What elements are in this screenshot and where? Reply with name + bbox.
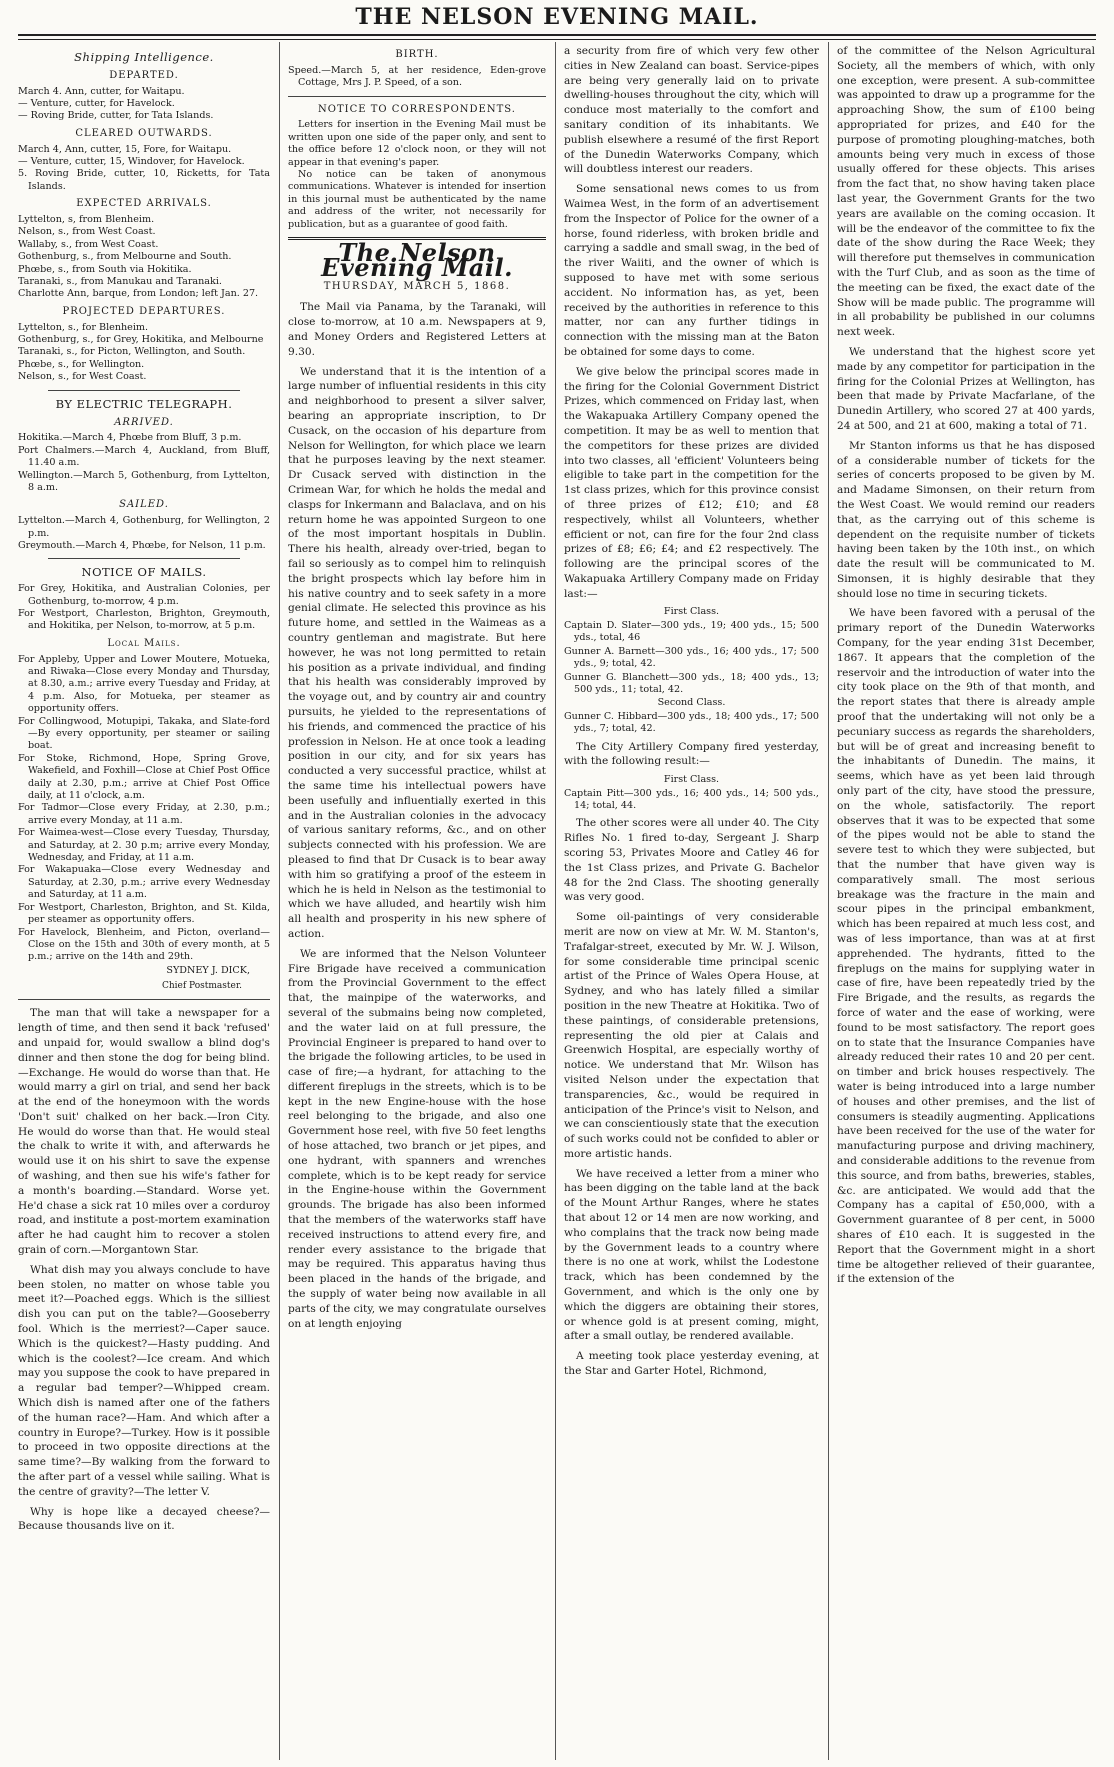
article-paragraph: Mr Stanton informs us that he has disposed of a considerable number of tickets for the series of concerts proposed to be given by M. and Madame Simonsen, on their return from the West Coast. We would remind our readers that, as the carrying out of this scheme is dependent on the requisite number of tickets having been taken by the 10th inst., on which date the result will be communicated to M. Simonsen, it is highly desirable that they should lose no time in securing tickets. [837,439,1095,600]
list-item: For Westport, Charleston, Brighton, Greymouth, and Hokitika, per Nelson, to-morrow, at 5 p.m. [18,607,270,632]
article-paragraph: What dish may you always conclude to have been stolen, no matter on whose table you meet it?—Poached eggs. Which is the silliest dish you can put on the table?—Gooseberry fool. Which is the merriest?—Caper sauce. Which is the quickest?—Hasty pudding. And which is the coolest?—Ice cream. And which may you suppose the cook to have prepared in a regular bad temper?—Whipped cream. Which dish is named after one of the fathers of the human race?—Ham. And which after a country in Europe?—Turkey. How is it possible to proceed in two opposite directions at the same time?—By walking from the forward to the after part of a vessel while sailing. What is the centre of gravity?—The letter V. [18,1263,270,1498]
article-paragraph: The Mail via Panama, by the Taranaki, will close to-morrow, at 10 a.m. Newspapers at 9, and Money Orders and Registered Letters at 9.30. [288,301,546,358]
notice-paragraph: Letters for insertion in the Evening Mail must be written upon one side of the paper only, and sent to the office before 12 o'clock noon, or they will not appear in that evening's paper. [288,119,546,168]
article-paragraph: We understand that it is the intention of a large number of influential residents in this city and neighborhood to present a silver salver, bearing an appropriate inscription, to Dr Cusack, on the occasion of his departure from Nelson for Wellington, for which place we learn that he purposes leaving by the next steamer. Dr Cusack served with distinction in the Crimean War, for which he holds the medal and clasps for Inkermann and Balaclava, and on his return home he was appointed Surgeon to one of the most important hospitals in Dublin. There his health, already over-tried, began to fail so seriously as to compel him to relinquish the bright prospects which lay before him in his native country and to seek safety in a more genial climate. He selected this province as his future home, and settled in the Waimeas as a country gentleman and magistrate. But here however, he was not long permitted to retain his position as a private individual, and finding that his health was considerably improved by the voyage out, and by country air and country pursuits, he yielded to the representations of his friends, and commenced the practice of his profession in Nelson. He at once took a leading position in our city, and for six years has conducted a very successful practice, whilst at the same time his intellectual powers have been usefully and influentially exerted in this and in the Australian colonies in the advocacy of various sanitary reforms, &c., and on other subjects connected with his profession. We are pleased to find that Dr Cusack is to bear away with him so gratifying a proof of the esteem in which he is held in Nelson as the testimonial to which we have alluded, and heartily wish him all health and prosperity in his new sphere of action. [288,365,546,940]
masthead: THE NELSON EVENING MAIL. [355,4,759,30]
list-item: Taranaki, s., from Manukau and Taranaki. [18,276,222,288]
divider [48,390,240,391]
article-paragraph: A meeting took place yesterday evening, at the Star and Garter Hotel, Richmond, [564,1350,819,1378]
list-item: Charlotte Ann, barque, from London; left Jan. 27. [18,288,259,300]
list-item: For Collingwood, Motupipi, Takaka, and Slate-ford—By every opportunity, per steamer or sailing boat. [18,715,270,752]
article-paragraph: Why is hope like a decayed cheese?—Because thousands live on it. [18,1505,270,1533]
birth-heading: BIRTH. [395,49,439,60]
column-rule [828,42,829,1760]
list-item: For Westport, Charleston, Brighton, and St. Kilda, per steamer as opportunity offers. [18,901,270,926]
article-paragraph: We are informed that the Nelson Volunteer Fire Brigade have received a communication from the Provincial Government to the effect that, the mainpipe of the waterworks, and several of the submains being now completed, and the water laid on at full pressure, the Provincial Engineer is prepared to hand over to the brigade the following articles, to be used in case of fire;—a hydrant, for attaching to the different fireplugs in the streets, which is to be kept in the new Engine-house with the hose reel belonging to the brigade, and also one Government hose reel, with five 50 feet lengths of hose attached, two branch or jet pipes, and one hydrant, with spanners and wrenches complete, which is to be kept ready for service in the Engine-house within the Government grounds. The brigade has also been informed that the members of the waterworks staff have received instructions to attend every fire, and render every assistance to the brigade that may be required. This apparatus having thus been placed in the hands of the brigade, and the supply of water being now available in all parts of the city, we may congratulate ourselves on at length enjoying [288,947,546,1330]
list-item: — Roving Bride, cutter, for Tata Islands. [18,110,214,122]
article-paragraph: The other scores were all under 40. The City Rifles No. 1 fired to-day, Sergeant J. Sharp scoring 53, Privates Moore and Catley 46 for the 1st Class prizes, and Private G. Bachelor 48 for the 2nd Class. The shooting generally was very good. [564,817,819,904]
article-paragraph: We understand that the highest score yet made by any competitor for participation in the firing for the Colonial Prizes at Wellington, has been that made by Private Macfarlane, of the Dunedin Artillery, who scored 27 at 400 yards, 24 at 500, and 21 at 600, making a total of 71. [837,345,1095,432]
projected-list [18,322,270,384]
list-item: March 4. Ann, cutter, for Waitapu. [18,85,185,97]
list-item: 5. Roving Bride, cutter, 10, Ricketts, for Tata Islands. [18,168,270,192]
expected-list [18,214,270,301]
paper-title: The Nelson Evening Mail. [321,238,513,282]
sailed-heading: SAILED. [119,499,169,511]
list-item: Greymouth.—March 4, Phœbe, for Nelson, 11 p.m. [18,539,266,551]
article-paragraph: a security from fire of which very few other cities in New Zealand can boast. Service-pipes are being very generally laid on to private dwelling-houses throughout the city, which will conduce most materially to the comfort and sanitary condition of its inhabitants. We publish elsewhere a resumé of the first Report of the Dunedin Waterworks Company, which will doubtless interest our readers. [564,45,819,176]
list-item: For Appleby, Upper and Lower Moutere, Motueka, and Riwaka—Close every Monday and Thursday, at 8.30, a.m.; arrive every Tuesday and Friday, at 4 p.m. Also, for Motueka, per steamer as opportunity offers. [18,653,270,715]
list-item: Phœbe, s., for Wellington. [18,358,145,370]
masthead-rule [18,34,1096,40]
telegraph-heading: BY ELECTRIC TELEGRAPH. [55,396,233,411]
list-item: For Tadmor—Close every Friday, at 2.30, p.m.; arrive every Monday, at 11 a.m. [18,802,270,826]
list-item: For Havelock, Blenheim, and Picton, overland—Close on the 15th and 30th of every month, at 5 p.m.; arrive on the 14th and 29th. [18,926,270,963]
column-3 [564,44,819,1759]
list-item: — Venture, cutter, 15, Windover, for Havelock. [18,156,245,168]
signature-name: SYDNEY J. DICK, [166,964,250,976]
list-item: Nelson, s., for West Coast. [18,371,147,383]
correspondents-heading: NOTICE TO CORRESPONDENTS. [318,103,516,115]
cleared-list [18,144,270,194]
list-item: Gothenburg, s., from Melbourne and South. [18,251,232,263]
list-item: Wallaby, s., from West Coast. [18,238,159,250]
list-item: Nelson, s., from West Coast. [18,226,156,238]
shipping-heading: Shipping Intelligence. [74,50,214,64]
article-paragraph: Some oil-paintings of very considerable merit are now on view at Mr. W. M. Stanton's, Trafalgar-street, executed by Mr. W. J. Wilson, for some considerable time principal scenic artist of the Prince of Wales Opera House, at Sydney, and who has lately filled a similar position in the new Theatre at Hokitika. Two of these paintings, of considerable pretensions, representing the old pier at Calais and Greenwich Hospital, are especially worthy of notice. We understand that Mr. Wilson has visited Nelson under the expectation that transparencies, &c., would be required in anticipation of the Prince's visit to Nelson, and we can conscientiously state that the execution of such works could not be confided to abler or more artistic hands. [564,911,819,1160]
birth-text: Speed.—March 5, at her residence, Eden-grove Cottage, Mrs J. P. Speed, of a son. [288,64,546,89]
list-item: Port Chalmers.—March 4, Auckland, from Bluff, 11.40 a.m. [18,444,270,469]
local-mails-list [18,654,270,964]
column-4 [837,44,1095,1759]
article-paragraph: We have received a letter from a miner who has been digging on the table land at the back of the Mount Arthur Ranges, where he states that about 12 or 14 men are now working, and who complains that the track now being made by the Government leads to a country where there is no one at work, whilst the Lodestone track, which has been condemned by the Government, and which is the only one by which the diggers are obtaining their stores, or whence gold is at present coming, might, after a small outlay, be rendered available. [564,1167,819,1343]
list-item: Lyttelton.—March 4, Gothenburg, for Wellington, 2 p.m. [18,515,270,539]
list-item: Phœbe, s., from South via Hokitika. [18,263,192,275]
mails-list [18,583,270,633]
list-item: For Waimea-west—Close every Tuesday, Thursday, and Saturday, at 2. 30 p.m; arrive every Monday, Wednesday, and Friday, at 11 a.m. [18,827,270,864]
column-1 [18,44,270,1759]
correspondents-notice [288,119,546,231]
projected-heading: PROJECTED DEPARTURES. [62,305,226,317]
list-item: For Wakapuaka—Close every Wednesday and Saturday, at 2.30, p.m.; arrive every Wednesday and Saturday, at 11 a.m. [18,864,270,901]
class-heading: Second Class. [657,697,726,709]
column-rule [555,42,556,1760]
scores-block [564,774,819,812]
class-heading: First Class. [663,606,720,618]
list-item: Gothenburg, s., for Grey, Hokitika, and Melbourne [18,334,264,346]
article-paragraph: of the committee of the Nelson Agricultural Society, all the members of which, with only one exception, were present. A sub-committee was appointed to draw up a programme for the approaching Show, the sum of £100 being appropriated for prizes, and £40 for the purpose of promoting ploughing-matches, both amounts being very much in excess of those usually offered for these objects. This arises from the fact that, no show having taken place last year, the Government Grants for the two years are available on the coming occasion. It will be the endeavor of the committee to fix the date of the show during the Race Week; they will therefore put themselves in communication with the Turf Club, and as soon as the time of the meeting can be fixed, the exact date of the Show will be made public. The programme will in all probability be published in our columns next week. [837,45,1095,339]
signature-title: Chief Postmaster. [161,980,242,991]
article-paragraph: Some sensational news comes to us from Waimea West, in the form of an advertisement from the Inspector of Police for the owner of a horse, found riderless, with broken bridle and carrying a saddle and small swag, in the bed of the river Waiiti, and the owner of which is supposed to have met with some serious accident. No information has, as yet, been received by the authorities in reference to this matter, nor can any further tidings in connection with the missing man at the Baton be obtained for some days to come. [564,183,819,358]
notice-paragraph: No notice can be taken of anonymous communications. Whatever is intended for insertion in this journal must be authenticated by the name and address of the writer, not necessarily for publication, but as a guarantee of good faith. [288,169,546,230]
local-mails-heading: Local Mails. [107,637,181,649]
score-entry: Gunner C. Hibbard—300 yds., 18; 400 yds., 17; 500 yds., 7; total, 42. [564,710,819,735]
article-paragraph: We give below the principal scores made in the firing for the Colonial Government District Prizes, which commenced on Friday last, when the Wakapuaka Artillery Company opened the competition. It may be as well to mention that the competitors for these prizes are divided into two classes, all 'efficient' Volunteers being eligible to take part in the competition for the 1st class prizes, which for this province consist of three prizes of £12; £10; and £8 respectively, whilst all Volunteers, whether efficient or not, can fire for the four 2nd class prizes of £8; £6; £4; and £2 respectively. The following are the principal scores of the Wakapuaka Artillery Company made on Friday last:— [564,365,819,600]
scores-block [564,606,819,735]
list-item: Wellington.—March 5, Gothenburg, from Lyttelton, 8 a.m. [18,469,270,493]
list-item: March 4, Ann, cutter, 15, Fore, for Waitapu. [18,143,232,155]
list-item: Lyttelton, s., for Blenheim. [18,321,149,333]
list-item: For Grey, Hokitika, and Australian Colonies, per Gothenburg, to-morrow, 4 p.m. [18,583,270,607]
score-entry: Captain Pitt—300 yds., 16; 400 yds., 14; 500 yds., 14; total, 44. [564,787,819,811]
list-item: Taranaki, s., for Picton, Wellington, and South. [18,346,246,358]
divider [288,96,546,97]
score-entry: Gunner A. Barnett—300 yds., 16; 400 yds., 17; 500 yds., 9; total, 42. [564,645,819,670]
list-item: — Venture, cutter, for Havelock. [18,98,175,109]
departed-heading: DEPARTED. [109,69,179,81]
birth-notice [288,65,546,90]
sailed-list [18,515,270,552]
divider [18,999,270,1000]
dateline: THURSDAY, MARCH 5, 1868. [323,280,511,292]
list-item: For Stoke, Richmond, Hope, Spring Grove, Wakefield, and Foxhill—Close at Chief Post Office daily at 2.30, p.m.; arrive at Chief Post Office daily, at 11 o'clock, a.m. [18,752,270,802]
arrived-list [18,432,270,494]
departed-list [18,86,270,123]
column-rule [279,42,280,1760]
class-heading: First Class. [663,774,720,786]
divider [48,558,240,559]
column-2 [288,44,546,1759]
article-paragraph: The City Artillery Company fired yesterday, with the following result:— [564,740,819,768]
article-paragraph: We have been favored with a perusal of the primary report of the Dunedin Waterworks Company, for the year ending 31st December, 1867. It appears that the completion of the reservoir and the introduction of water into the city took place on the 9th of that month, and the report states that there is already ample proof that the undertaking will not only be a pecuniary success as regards the shareholders, but will be of great and increasing benefit to the inhabitants of Dunedin. The mains, it seems, which have as yet been laid through only part of the city, have stood the pressure, on the whole, satisfactorily. The report observes that it was to be expected that some of the pipes would not be able to stand the severe test to which they were subjected, but that the number that have given way is comparatively small. The most serious breakage was the fracture in the main and scour pipes in the principal embankment, which has been repaired at much less cost, and was of less importance, than was at at first apprehended. The hydrants, fitted to the fireplugs on the mains for supplying water in case of fire, have been repeatedly tried by the Fire Brigade, and the results, as regards the force of water and the ease of working, were found to be most satisfactory. The report goes on to state that the Insurance Companies have already reduced their rates 10 and 20 per cent. on timber and brick houses respectively. The water is being introduced into a large number of houses and other premises, and the list of consumers is steadily augmenting. Applications have been received for the use of the water for manufacturing purpose and driving machinery, and considerable additions to the revenue from this source, and from baths, breweries, stables, &c. are anticipated. We would add that the Company has a capital of £50,000, with a Government guarantee of 8 per cent, in 5000 shares of £10 each. It is suggested in the Report that the Government might in a short time be altogether relieved of their guarantee, if the extension of the [837,607,1095,1286]
score-entry: Captain D. Slater—300 yds., 19; 400 yds., 15; 500 yds., total, 46 [564,619,819,644]
mails-heading: NOTICE OF MAILS. [81,565,207,580]
expected-heading: EXPECTED ARRIVALS. [76,198,212,210]
cleared-heading: CLEARED OUTWARDS. [75,127,213,139]
list-item: Hokitika.—March 4, Phœbe from Bluff, 3 p.m. [18,432,242,444]
article-paragraph: The man that will take a newspaper for a length of time, and then send it back 'refused' and unpaid for, would swallow a blind dog's dinner and then stone the dog for being blind.—Exchange. He would do worse than that. He would marry a girl on trial, and send her back at the end of the honeymoon with the words 'Don't suit' chalked on her back.—Iron City. He would do worse than that. He would steal the chalk to write it with, and afterwards he would use it on his shirt to save the expense of washing, and then sue his wife's father for a month's boarding.—Standard. Worse yet. He'd chase a sick rat 10 miles over a corduroy road, and institute a post-mortem examination after he had caught him to recover a stolen grain of corn.—Morgantown Star. [18,1007,270,1257]
score-entry: Gunner G. Blanchett—300 yds., 18; 400 yds., 13; 500 yds., 11; total, 42. [564,671,819,695]
arrived-heading: ARRIVED. [114,416,174,428]
list-item: Lyttelton, s, from Blenheim. [18,214,155,226]
